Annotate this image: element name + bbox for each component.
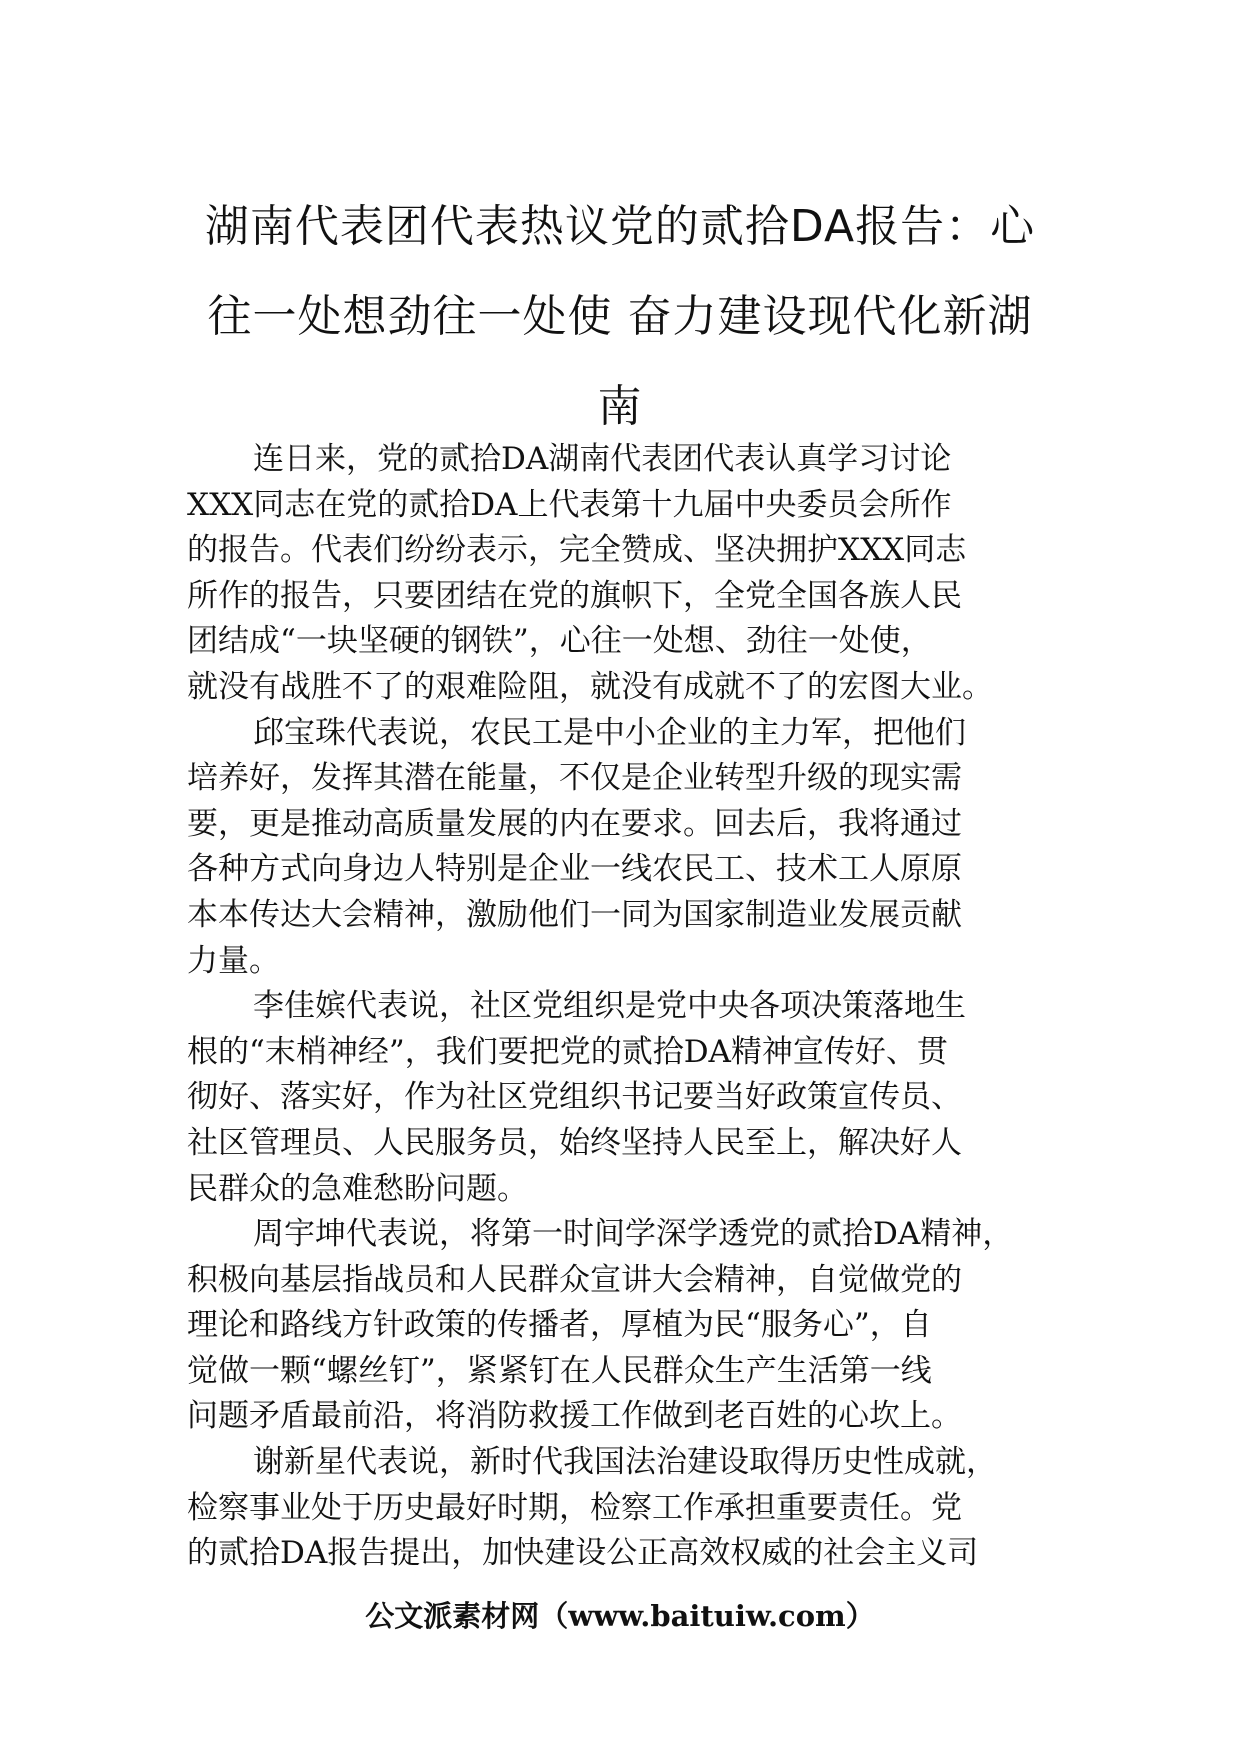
text-line: 就没有战胜不了的艰难险阻，就没有成就不了的宏图大业。 (187, 668, 993, 705)
text-line: 邱宝珠代表说，农民工是中小企业的主力军，把他们 (253, 714, 966, 751)
paragraph (187, 711, 1067, 985)
text-line: 觉做一颗“螺丝钉”，紧紧钉在人民群众生产生活第一线 (187, 1352, 932, 1389)
footer-watermark: 公文派素材网（www.baituiw.com） (365, 1599, 875, 1633)
text-line: 各种方式向身边人特别是企业一线农民工、技术工人原原 (187, 851, 962, 888)
text-line: 力量。 (187, 942, 280, 979)
title-line: 湖南代表团代表热议党的贰拾DA报告：心 (204, 201, 1036, 252)
text-line: 所作的报告，只要团结在党的旗帜下，全党全国各族人民 (187, 577, 962, 614)
text-line: 检察事业处于历史最好时期，检察工作承担重要责任。党 (187, 1489, 962, 1526)
text-line: 团结成“一块坚硬的钢铁”，心往一处想、劲往一处使， (187, 623, 932, 660)
text-line: 谢新星代表说，新时代我国法治建设取得历史性成就， (253, 1444, 997, 1481)
text-line: 周宇坤代表说，将第一时间学深学透党的贰拾DA精神， (253, 1216, 1014, 1253)
text-line: 社区管理员、人民服务员，始终坚持人民至上，解决好人 (187, 1124, 962, 1161)
document-title (160, 182, 1080, 452)
text-line: 民群众的急难愁盼问题。 (187, 1170, 528, 1207)
text-line: 彻好、落实好，作为社区党组织书记要当好政策宣传员、 (187, 1079, 962, 1116)
text-line: 问题矛盾最前沿，将消防救援工作做到老百姓的心坎上。 (187, 1398, 962, 1435)
paragraph (187, 1212, 1067, 1440)
text-line: 培养好，发挥其潜在能量，不仅是企业转型升级的现实需 (187, 760, 962, 797)
text-line: 理论和路线方针政策的传播者，厚植为民“服务心”，自 (187, 1307, 932, 1344)
paragraph (187, 984, 1067, 1212)
text-line: 连日来，党的贰拾DA湖南代表团代表认真学习讨论 (253, 441, 952, 477)
text-line: 的报告。代表们纷纷表示，完全赞成、坚决拥护XXX同志 (187, 532, 967, 569)
text-line: 要，更是推动高质量发展的内在要求。回去后，我将通过 (187, 805, 962, 842)
text-line: 李佳嫔代表说，社区党组织是党中央各项决策落地生 (253, 988, 966, 1025)
text-line: 本本传达大会精神，激励他们一同为国家制造业发展贡献 (187, 896, 962, 933)
paragraph (187, 1440, 1067, 1577)
text-line: 根的“末梢神经”，我们要把党的贰拾DA精神宣传好、贯 (187, 1033, 948, 1070)
text-line: 的贰拾DA报告提出，加快建设公正高效权威的社会主义司 (187, 1535, 979, 1572)
document-body (187, 437, 1067, 1577)
title-line: 往一处想劲往一处使 奋力建设现代化新湖 (207, 291, 1033, 342)
title-line: 南 (597, 381, 643, 432)
paragraph (187, 437, 1067, 711)
text-line: 积极向基层指战员和人民群众宣讲大会精神，自觉做党的 (187, 1261, 962, 1298)
text-line: XXX同志在党的贰拾DA上代表第十九届中央委员会所作 (187, 486, 952, 523)
